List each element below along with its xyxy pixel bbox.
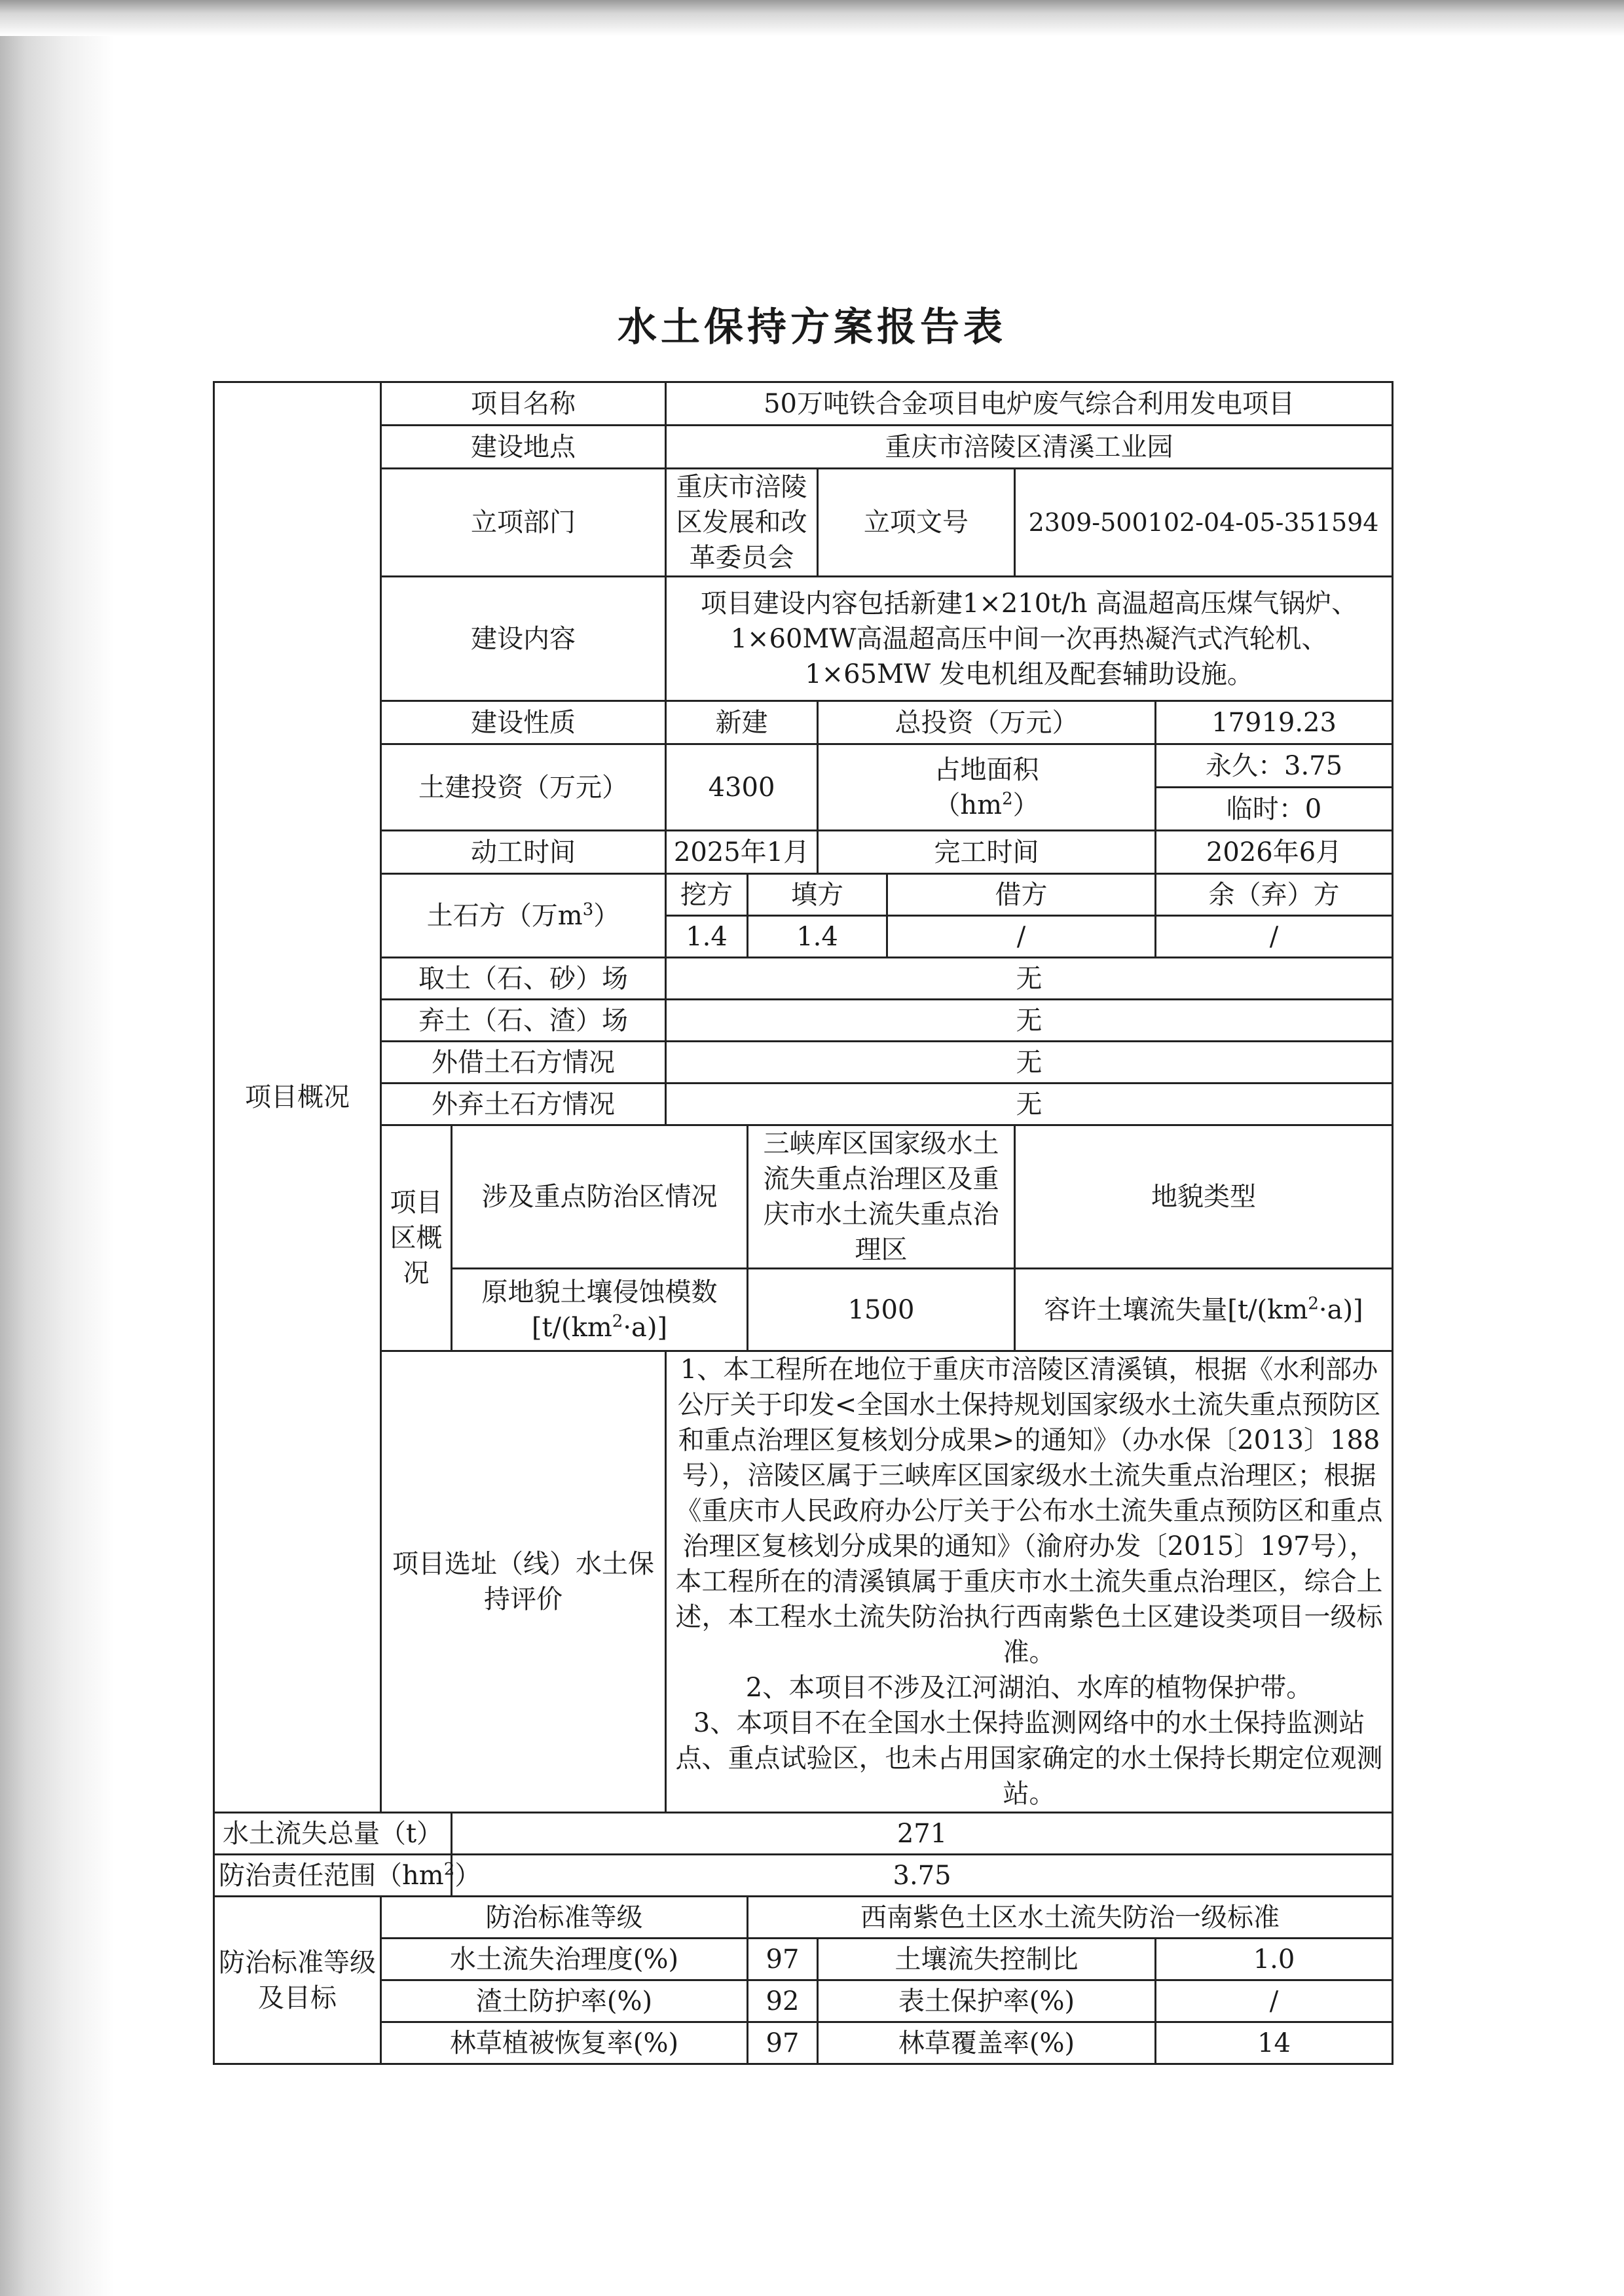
target-label-vegetation-coverage: 林草覆盖率(%) [818,2022,1156,2064]
responsibility-area-value: 3.75 [452,1855,1393,1897]
loss-total-label: 水土流失总量（t） [214,1813,452,1855]
site-eval-para-2: 2、本项目不涉及江河湖泊、水库的植物保护带。 [745,1673,1313,1703]
borrow-site-label: 取土（石、砂）场 [381,958,666,1000]
area-label [818,744,1156,831]
area-label-line1: 占地面积 [934,754,1039,785]
earthwork-value-fill: 1.4 [748,916,887,958]
spoil-site-label: 弃土（石、渣）场 [381,1000,666,1042]
allowable-loss-label: 容许土壤流失量$[t/(km^2\cdot a)]$ [1015,1269,1393,1351]
section-project-overview: 项目概况 [214,382,381,1813]
start-label: 动工时间 [381,831,666,874]
site-eval-label: 项目选址（线）水土保持评价 [381,1351,666,1813]
start-value: 2025年1月 [666,831,818,874]
borrow-site-value: 无 [666,958,1393,1000]
landform-label: 地貌类型 [1015,1125,1393,1269]
approval-no-label: 立项文号 [818,469,1015,577]
earthwork-header-borrow: 借方 [887,874,1156,916]
earthwork-value-borrow: / [887,916,1156,958]
site-eval-para-3: 3、本项目不在全国水土保持监测网络中的水土保持监测站点、重点试验区，也未占用国家确定的水土保持长期定位观测站。 [675,1708,1383,1809]
project-name-value: 50万吨铁合金项目电炉废气综合利用发电项目 [666,382,1393,426]
scan-page-top-edge [0,0,1624,36]
document-title: 水土保持方案报告表 [618,304,1006,350]
nature-label: 建设性质 [381,701,666,744]
target-value-slag-protection: 92 [748,1980,818,2022]
external-spoil-label: 外弃土石方情况 [381,1084,666,1125]
responsibility-area-label: 防治责任范围$(hm^2)$ [214,1855,452,1897]
end-value: 2026年6月 [1156,831,1393,874]
erosion-label: 原地貌土壤侵蚀模数$[t/(km^2\cdot a)]$ [452,1269,748,1351]
location-value: 重庆市涪陵区清溪工业园 [666,426,1393,469]
standard-level-label: 防治标准等级 [381,1897,748,1939]
earthwork-header-spoil: 余（弃）方 [1156,874,1393,916]
section-standard: 防治标准等级及目标 [214,1897,381,2064]
erosion-value: 1500 [748,1269,1015,1351]
project-name-label: 项目名称 [381,382,666,426]
target-label-control-ratio: 土壤流失控制比 [818,1939,1156,1980]
key-zone-value: 三峡库区国家级水土流失重点治理区及重庆市水土流失重点治理区 [748,1125,1015,1269]
content-value: 项目建设内容包括新建1×210t/h 高温超高压煤气锅炉、1×60MW高温超高压中间一次再热凝汽式汽轮机、1×65MW 发电机组及配套辅助设施。 [666,577,1393,701]
target-label-slag-protection: 渣土防护率(%) [381,1980,748,2022]
earthwork-header-cut: 挖方 [666,874,748,916]
approval-dept-label: 立项部门 [381,469,666,577]
standard-level-value: 西南紫色土区水土流失防治一级标准 [748,1897,1393,1939]
site-eval-text [666,1351,1393,1813]
target-value-topsoil-protection: / [1156,1980,1393,2022]
civil-invest-label: 土建投资（万元） [381,744,666,831]
area-label-line2: $(hm^2)$ [934,789,1039,820]
total-invest-value: 17919.23 [1156,701,1393,744]
key-zone-label: 涉及重点防治区情况 [452,1125,748,1269]
report-table [213,381,1393,2065]
loss-total-value: 271 [452,1813,1393,1855]
external-borrow-value: 无 [666,1042,1393,1084]
target-value-control-ratio: 1.0 [1156,1939,1393,1980]
earthwork-label: 土石方（万$m^3$） [381,874,666,958]
site-eval-para-1: 1、本工程所在地位于重庆市涪陵区清溪镇，根据《水利部办公厅关于印发<全国水土保持规划国家级水土流失重点预防区和重点治理区复核划分成果>的通知》（办水保〔2013〕188号），涪陵区属于三峡库区国家级水土流失重点治理区；根据《重庆市人民政府办公厅关于公布水土流失重点预防区和重点治理区复核划分成果的通知》（渝府办发〔2015〕197号），本工程所在的清溪镇属于重庆市水土流失重点治理区，综合上述，本工程水土流失防治执行西南紫色土区建设类项目一级标准。 [675,1355,1383,1667]
external-borrow-label: 外借土石方情况 [381,1042,666,1084]
earthwork-value-cut: 1.4 [666,916,748,958]
content-label: 建设内容 [381,577,666,701]
earthwork-value-spoil: / [1156,916,1393,958]
target-value-vegetation-coverage: 14 [1156,2022,1393,2064]
area-temporary-value: 临时：0 [1156,788,1393,831]
end-label: 完工时间 [818,831,1156,874]
target-label-topsoil-protection: 表土保护率(%) [818,1980,1156,2022]
target-label-vegetation-restoration: 林草植被恢复率(%) [381,2022,748,2064]
external-spoil-value: 无 [666,1084,1393,1125]
approval-no-value: 2309-500102-04-05-351594 [1015,469,1393,577]
location-label: 建设地点 [381,426,666,469]
earthwork-header-fill: 填方 [748,874,887,916]
target-value-treatment: 97 [748,1939,818,1980]
target-value-vegetation-restoration: 97 [748,2022,818,2064]
area-permanent-value: 永久：3.75 [1156,744,1393,788]
target-label-treatment: 水土流失治理度(%) [381,1939,748,1980]
spoil-site-value: 无 [666,1000,1393,1042]
section-area-overview: 项目区概况 [381,1125,452,1351]
total-invest-label: 总投资（万元） [818,701,1156,744]
approval-dept-value: 重庆市涪陵区发展和改革委员会 [666,469,818,577]
civil-invest-value: 4300 [666,744,818,831]
nature-value: 新建 [666,701,818,744]
